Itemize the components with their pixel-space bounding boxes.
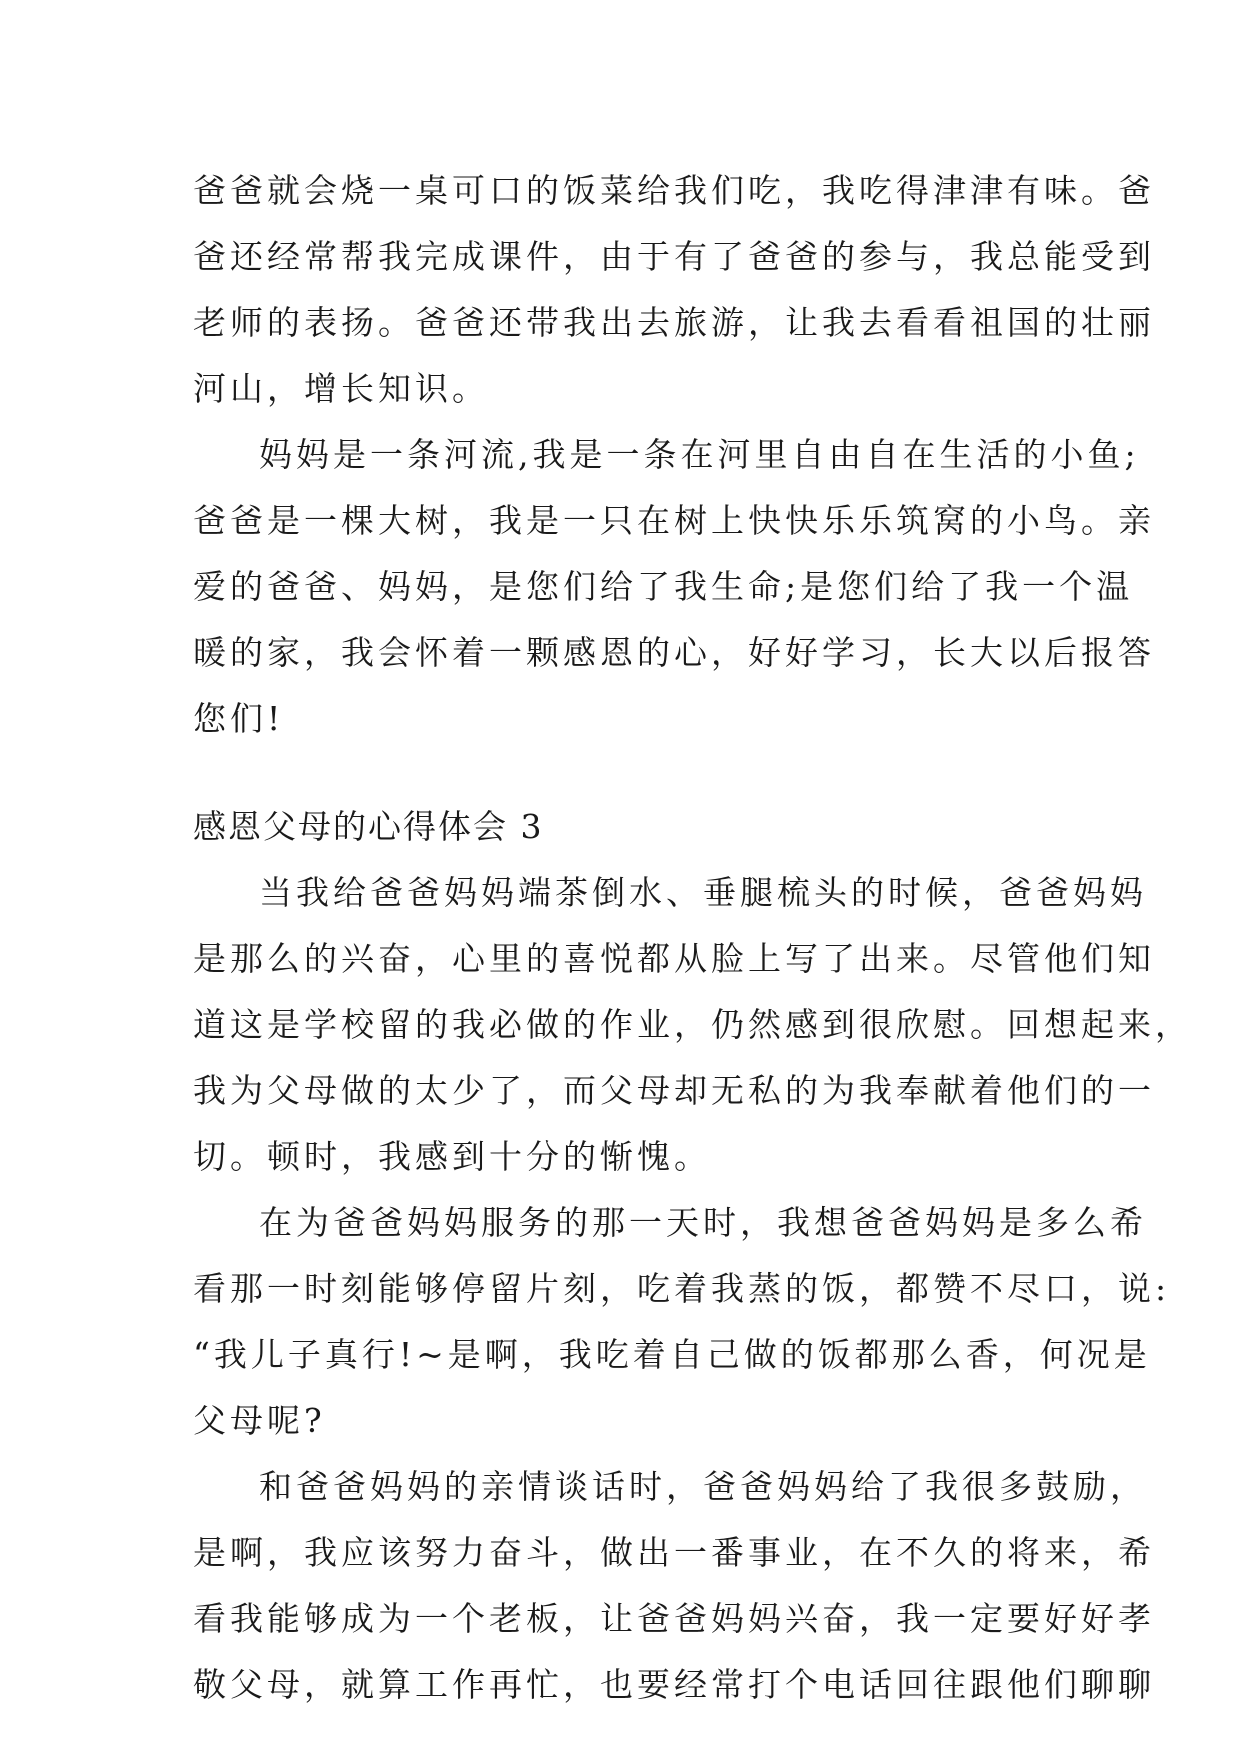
text-line: 您们! [193,699,285,738]
text-line: 敬父母，就算工作再忙，也要经常打个电话回往跟他们聊聊 [193,1665,1155,1704]
text-line: 和爸爸妈妈的亲情谈话时，爸爸妈妈给了我很多鼓励， [259,1467,1147,1506]
text-line: 爸爸是一棵大树，我是一只在树上快快乐乐筑窝的小鸟。亲 [193,501,1155,540]
text-line: 暖的家，我会怀着一颗感恩的心，好好学习，长大以后报答 [193,633,1155,672]
section-heading: 感恩父母的心得体会 3 [193,807,544,846]
text-line: 当我给爸爸妈妈端茶倒水、垂腿梳头的时候，爸爸妈妈 [259,873,1147,912]
text-line: 在为爸爸妈妈服务的那一天时，我想爸爸妈妈是多么希 [259,1203,1147,1242]
text-line: 老师的表扬。爸爸还带我出去旅游，让我去看看祖国的壮丽 [193,303,1155,342]
text-line: 爸爸就会烧一桌可口的饭菜给我们吃，我吃得津津有味。爸 [193,171,1155,210]
text-line: 父母呢? [193,1401,326,1440]
text-line: 河山，增长知识。 [193,369,489,408]
text-line: 是那么的兴奋，心里的喜悦都从脸上写了出来。尽管他们知 [193,939,1155,978]
section-gap [193,752,1059,794]
document-body [193,158,1192,1718]
text-line: 爱的爸爸、妈妈，是您们给了我生命;是您们给了我一个温 [193,567,1134,606]
text-line: 看那一时刻能够停留片刻，吃着我蒸的饭，都赞不尽口，说: [193,1269,1171,1308]
text-line: 切。顿时，我感到十分的惭愧。 [193,1137,711,1176]
text-line: “我儿子真行!~是啊，我吃着自己做的饭都那么香，何况是 [193,1335,1151,1374]
text-line: 妈妈是一条河流,我是一条在河里自由自在生活的小鱼; [259,435,1140,474]
text-line: 道这是学校留的我必做的作业，仍然感到很欣慰。回想起来， [193,1005,1192,1044]
text-line: 是啊，我应该努力奋斗，做出一番事业，在不久的将来，希 [193,1533,1155,1572]
text-line: 看我能够成为一个老板，让爸爸妈妈兴奋，我一定要好好孝 [193,1599,1155,1638]
text-line: 我为父母做的太少了，而父母却无私的为我奉献着他们的一 [193,1071,1155,1110]
text-line: 爸还经常帮我完成课件，由于有了爸爸的参与，我总能受到 [193,237,1155,276]
